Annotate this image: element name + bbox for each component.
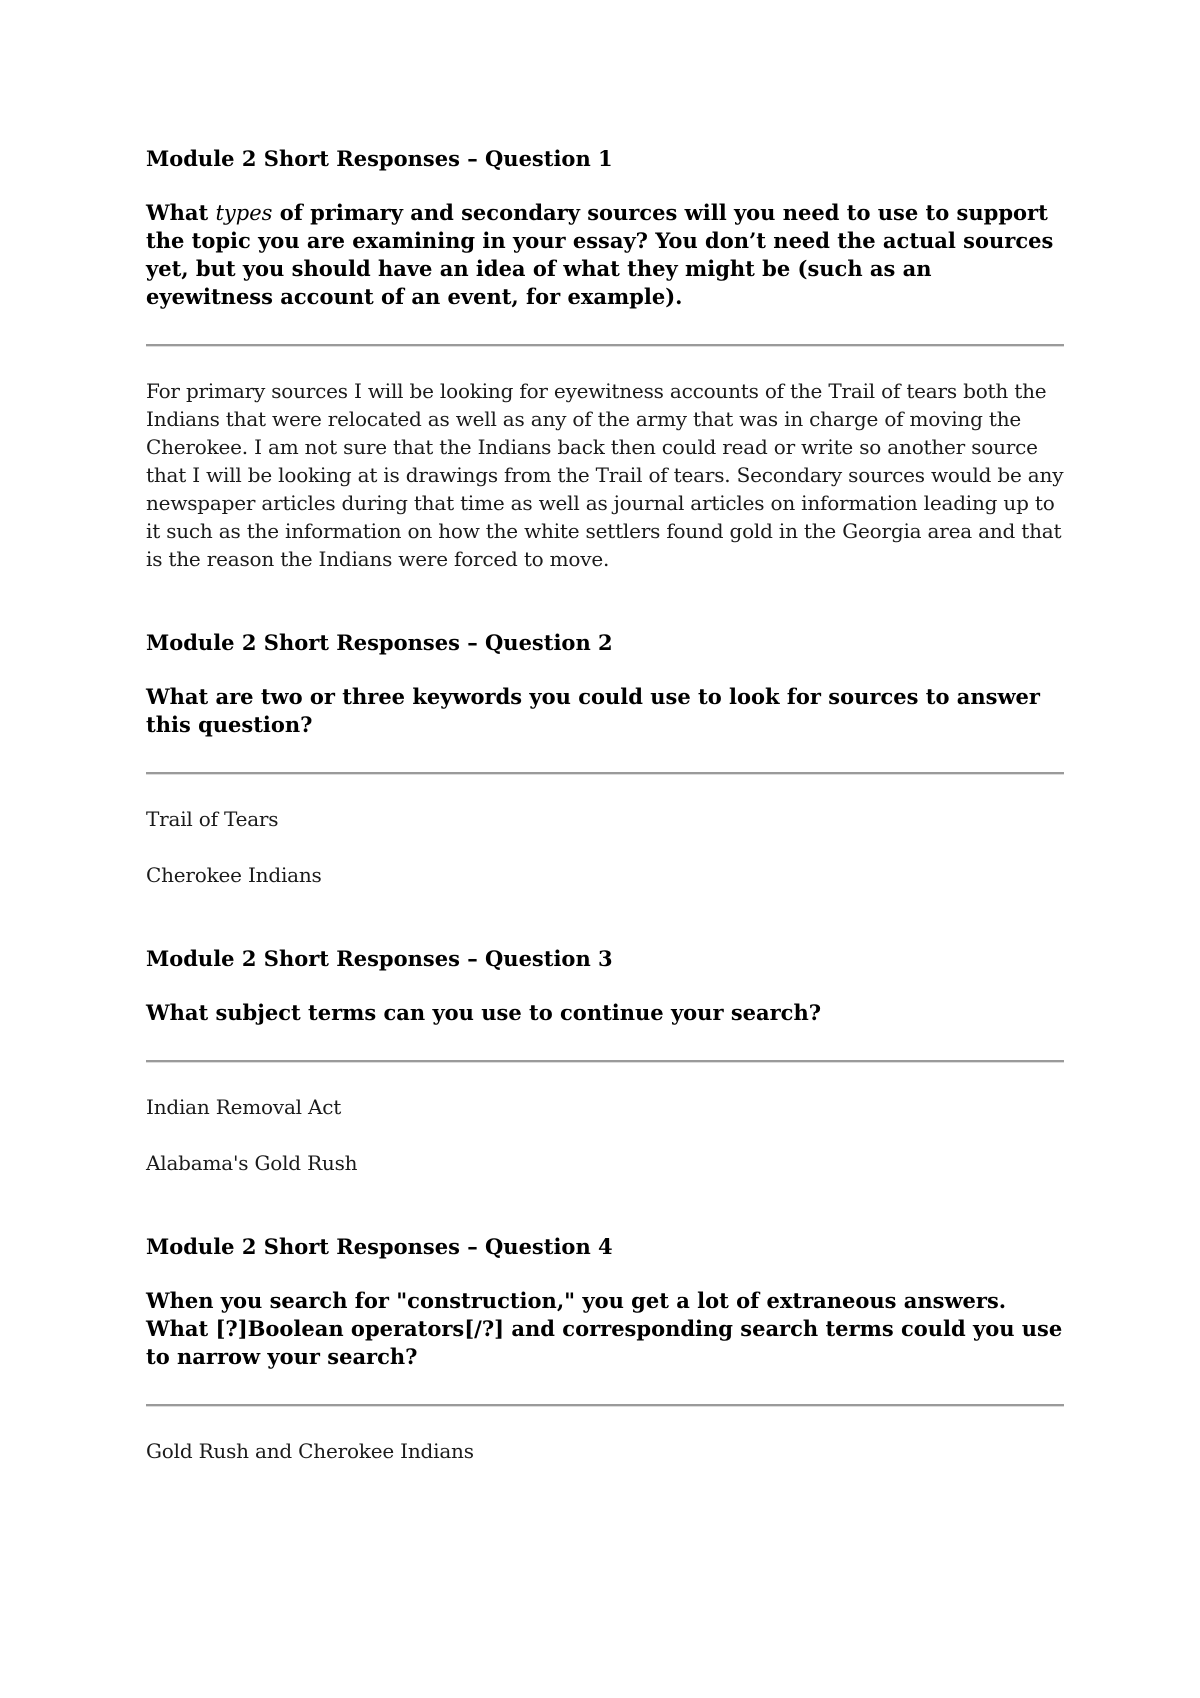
horizontal-rule [146, 1060, 1064, 1063]
question-title: Module 2 Short Responses – Question 4 [146, 1234, 613, 1259]
question-text-part: What [146, 200, 216, 225]
question-text-part: of primary and secondary sources will you need to use to support the topic you are examining in your essay? You don’t need the actual sources yet, but you should have an idea of what they might be (such as an eyewitness account of an event, for example). [146, 200, 1054, 309]
question-text: What are two or three keywords you could use to look for sources to answer this question? [146, 684, 1040, 737]
question-title: Module 2 Short Responses – Question 3 [146, 946, 613, 971]
horizontal-rule [146, 772, 1064, 775]
horizontal-rule [146, 1404, 1064, 1407]
question-title: Module 2 Short Responses – Question 2 [146, 630, 613, 655]
question-title: Module 2 Short Responses – Question 1 [146, 146, 613, 171]
question-section-2 [146, 629, 1064, 889]
answer-text: For primary sources I will be looking for eyewitness accounts of the Trail of tears both the Indians that were relocated as well as any of the army that was in charge of moving the Cherokee. I am not sure that the Indians back then could read or write so another source that I will be looking at is drawings from the Trail of tears. Secondary sources would be any newspaper articles during that time as well as journal articles on information leading up to it such as the information on how the white settlers found gold in the Georgia area and that is the reason the Indians were forced to move. [146, 379, 1064, 571]
question-section-3 [146, 945, 1064, 1177]
answer-text: Trail of Tears [146, 807, 279, 831]
document-page [146, 145, 1064, 1493]
question-text [146, 199, 1064, 311]
question-emphasis: types [215, 201, 273, 225]
question-text: When you search for "construction," you get a lot of extraneous answers. What [?]Boolean operators[/?] and corresponding search terms could you use to narrow your search? [146, 1288, 1063, 1369]
question-section-1 [146, 145, 1064, 573]
answer-text: Gold Rush and Cherokee Indians [146, 1439, 474, 1463]
answer-text: Cherokee Indians [146, 863, 322, 887]
answer-text: Alabama's Gold Rush [146, 1151, 358, 1175]
question-text: What subject terms can you use to continue your search? [146, 1000, 822, 1025]
answer-text: Indian Removal Act [146, 1095, 342, 1119]
question-section-4 [146, 1233, 1064, 1465]
horizontal-rule [146, 344, 1064, 347]
